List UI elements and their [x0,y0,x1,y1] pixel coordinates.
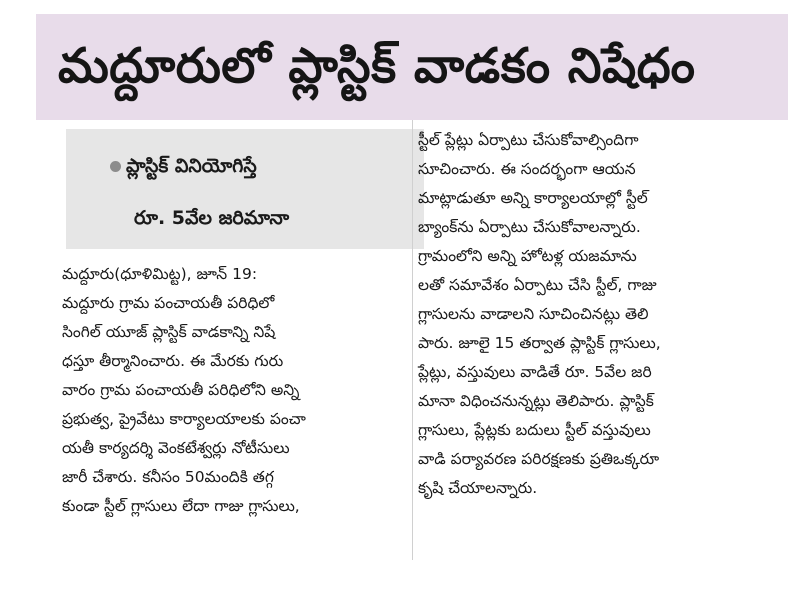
right-column-line: గ్రామంలోని అన్ని హోటళ్ల యజమాను [418,247,637,265]
left-column-line: ప్రభుత్వ, ప్రైవేటు కార్యాలయాలకు పంచా [62,410,306,428]
highlight-box [66,129,424,249]
highlight-line-2: రూ. 5వేల జరిమానా [134,207,290,229]
left-column-line: మద్దూరు(ధూళిమిట్ట), జూన్ 19: [62,265,258,283]
right-column-line: కృషి చేయాలన్నారు. [418,479,538,497]
highlight-line-1 [102,151,257,181]
right-column-line: గ్లాసులను వాడాలని సూచించినట్లు తెలి [418,305,649,323]
right-column [418,126,782,503]
left-column-line: సింగిల్ యూజ్ ప్లాస్టిక్ వాడకాన్ని నిషే [62,323,276,341]
right-column-line: మానా విధించనున్నట్లు తెలిపారు. ప్లాస్టిక్ [418,392,654,410]
right-column-line: గ్లాసులు, ప్లేట్లకు బదులు స్టీల్ వస్తువులు [418,421,651,439]
right-column-line: ప్లేట్లు, వస్తువులు వాడితే రూ. 5వేల జరి [418,363,652,381]
highlight-text-1: ప్లాస్టిక్ వినియోగిస్తే [126,155,257,177]
newspaper-clipping [36,14,788,579]
left-column-line: జారీ చేశారు. కనీసం 50మందికి తగ్గ [62,468,274,486]
left-column-line: ధస్తూ తీర్మానించారు. ఈ మేరకు గురు [62,352,284,370]
headline: మద్దూరులో ప్లాస్టిక్ వాడకం నిషేధం [58,38,696,94]
bullet-icon [110,161,121,172]
left-column-line: యతీ కార్యదర్శి వెంకటేశ్వర్లు నోటీసులు [62,439,290,457]
right-column-line: స్టీల్ ప్లేట్లు ఏర్పాటు చేసుకోవాల్సిందిగా [418,131,639,149]
left-column-line: మద్దూరు గ్రామ పంచాయతీ పరిధిలో [62,294,275,312]
left-column [62,260,424,521]
right-column-line: పారు. జూలై 15 తర్వాత ప్లాస్టిక్ గ్లాసులు, [418,334,661,352]
left-column-line: కుండా స్టీల్ గ్లాసులు లేదా గాజు గ్లాసులు, [62,497,300,515]
left-column-line: వారం గ్రామ పంచాయతీ పరిధిలోని అన్ని [62,381,300,399]
right-column-line: లతో సమావేశం ఏర్పాటు చేసి స్టీల్, గాజు [418,276,657,294]
right-column-line: వాడి పర్యావరణ పరిరక్షణకు ప్రతిఒక్కరూ [418,450,660,468]
right-column-line: సూచించారు. ఈ సందర్భంగా ఆయన [418,160,636,178]
right-column-line: మాట్లాడుతూ అన్ని కార్యాలయాల్లో స్టీల్ [418,189,648,207]
headline-band [36,14,788,120]
right-column-line: బ్యాంక్‌ను ఏర్పాటు చేసుకోవాలన్నారు. [418,218,641,236]
